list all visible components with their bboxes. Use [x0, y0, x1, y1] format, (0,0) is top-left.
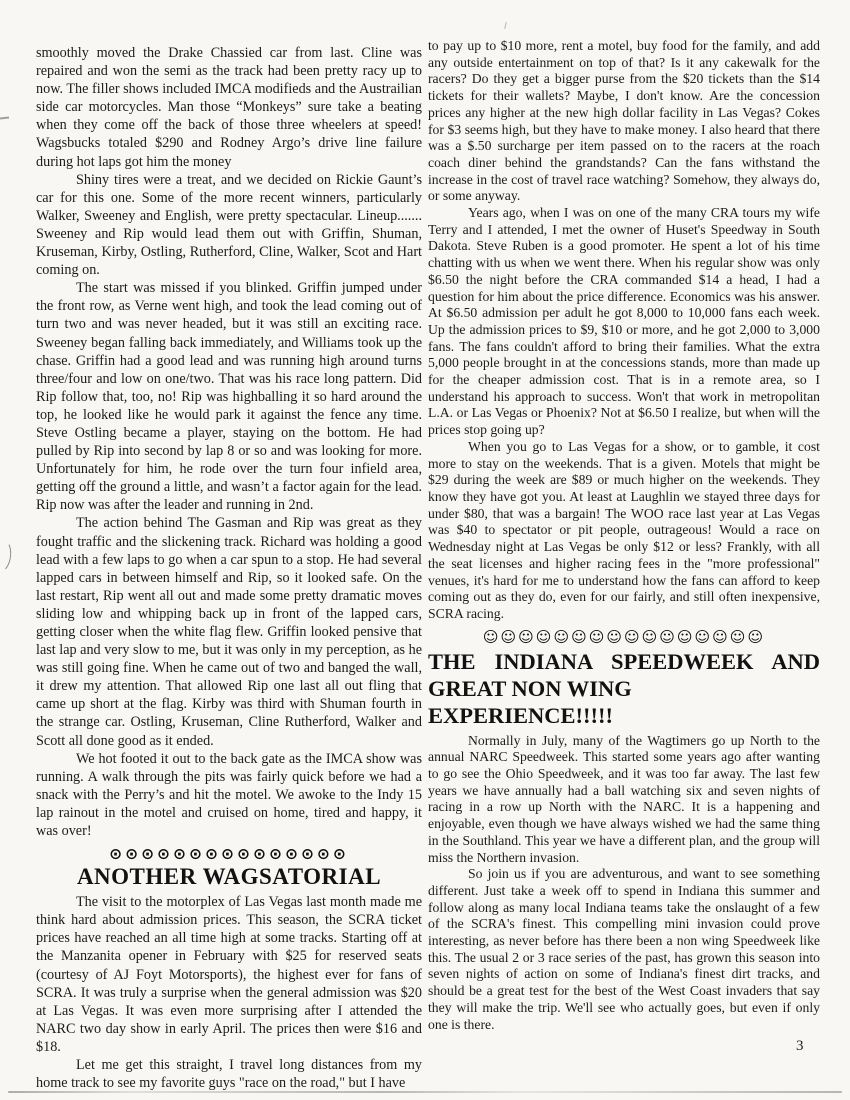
- scan-artifact-left-curve: [0, 539, 13, 573]
- article-paragraph: Shiny tires were a treat, and we decided on Rickie Gaunt’s car for this one. Some of the more recent winners, particularly Walker, Sweeney and English, were pretty spectacular. Lineup....... Sweeney and Rip would lead them out with Griffin, Shuman, Kruseman, Kirby, Ostling, Rutherford, Cline, Walker, Scot and Hart coming on.: [36, 171, 422, 279]
- article-paragraph: smoothly moved the Drake Chassied car from last. Cline was repaired and won the semi as the track had been pretty racy up to now. The filler shows included IMCA modifieds and the Austrailian side car motorcycles. Man those “Monkeys” sure take a beating when they come off the back of those three wheelers at speed! Wagsbucks totaled $290 and Rodney Argo’s drive line failure during hot laps got him the money: [36, 45, 422, 170]
- section-heading-wagsatorial: ANOTHER WAGSATORIAL: [76, 864, 382, 890]
- heading-line-1: THE INDIANA SPEEDWEEK AND: [428, 648, 820, 674]
- article-paragraph: Let me get this straight, I travel long distances from my home track to see my favorite guys "race on the road," but I have: [36, 1056, 422, 1092]
- scan-artifact-left-dash: [0, 117, 9, 120]
- article-paragraph: When you go to Las Vegas for a show, or to gamble, it cost more to stay on the weekends. That is a given. Motels that might be $29 during the week are $89 or much higher on the weekends. They know they have got you. At least at Laughlin we stayed three days for under $80, that was a bargain! The WOO race last year at Las Vegas was $40 to spectator or pit people, outrageous! Would a race on Wednesday night at Las Vegas be only $12 or less? Frankly, with all the seat licenses and higher racing fees in the "more professional" venues, it's hard for me to understand how the fans can afford to keep coming out as they do, even for our fairly, and still often inexpensive, SCRA racing.: [428, 438, 820, 621]
- right-column: [428, 38, 820, 1033]
- article-paragraph: We hot footed it out to the back gate as the IMCA show was running. A walk through the pits was fairly quick before we had a snack with the Perry’s and hit the motel. We awoke to the Indy 15 lap rainout in the motel and cruised on home, tired and happy, it was over!: [36, 750, 422, 840]
- article-paragraph: The start was missed if you blinked. Griffin jumped under the front row, as Verne went high, and took the lead coming out of turn two and was never headed, but it was still an exciting race. Sweeney began falling back immediately, and Williams took up the chase. Griffin had a good lead and was running high around turns three/four and low on one/two. That was his race long pattern. Did Rip follow that, too, no! Rip was highballing it so hard around the top, he looked like he would park it against the fence any time. Steve Ostling became a player, staying on the bottom. He had pulled by Rip into second by lap 8 or so and was looking for more. Unfortunately for him, he rode over the turn four infield area, getting off the ground a little, and wasn’t a factor again for the lead. Rip now was after the leader and running in 2nd.: [36, 280, 422, 514]
- article-paragraph: to pay up to $10 more, rent a motel, buy food for the family, and add any outside entertainment on top of that? Is it any cakewalk for the racers? Do they get a bigger purse from the $20 tickets than the $14 tickets for their wallets? Maybe, I don't know. Are the concession prices any higher at the new high dollar facility in Las Vegas? Cokes for $3 seems high, but they have to make money. I also heard that there was a $.50 surcharge per item passed on to the racers at the roach coach diner behind the grandstands? Can the fans withstand the increase in the cost of travel race watching? Somehow, they always do, or some anyway.: [428, 38, 820, 204]
- heading-line-2: GREAT NON WING EXPERIENCE!!!!!: [428, 675, 632, 728]
- smiley-divider-icons: ☺☺☺☺☺☺☺☺☺☺☺☺☺☺☺☺: [482, 627, 766, 646]
- article-paragraph: Normally in July, many of the Wagtimers go up North to the annual NARC Speedweek. This started some years ago after wanting to go see the Ohio Speedweek, and it was too far away. The last few years we have annually had a ball watching six and seven nights of racing in a row up North with the NARC. It is a happening and enjoyable, even though we have always wished we had the same thing in the Southland. This year we have a different plan, and the group will miss the Northern invasion.: [428, 732, 820, 865]
- article-paragraph: So join us if you are adventurous, and want to see something different. Just take a week off to spend in Indiana this summer and follow along as many local Indiana teams take the onslaught of a few of the SCRA's finest. This compelling mini invasion could prove interesting, as never before has there been a non wing Speedweek like this. The usual 2 or 3 race series of the past, has grown this season into seven nights of action on some of Indiana's finest dirt tracks, and should be a great test for the best of the West Coast invaders that say they will make the trip. We'll see who actually goes, but even if only one is there.: [428, 866, 820, 1032]
- page-number: 3: [796, 1038, 804, 1054]
- article-paragraph: The action behind The Gasman and Rip was great as they fought traffic and the slickening track. Richard was holding a good lead with a few laps to go when a car spun to a stop. He had several lapped cars in between himself and Rip, so it looked safe. On the last restart, Rip went all out and made some pretty dramatic moves sliding low and whipping back up in front of the lapped cars, getting closer when the white flag flew. Griffin looked pensive that last lap and very slow to me, but it was only in my perception, as he was still going fine. When he came out of two and banged the wall, it drew my attention. That allowed Rip one last all out fling that came up short at the flag. Kirby was third with Shuman fourth in the strange car. Ostling, Kruseman, Cline Rutherford, Walker and Scott all done good as it ended.: [36, 515, 422, 749]
- left-column: [36, 44, 422, 1092]
- article-paragraph: The visit to the motorplex of Las Vegas last month made me think hard about admission prices. This season, the SCRA ticket prices have reached an all time high at some tracks. Starting off at the Manzanita opener in February with $25 for reserved seats (courtesy of AJ Foyt Motorsports), the highest ever for fans of SCRA. It was truly a surprise when the general admission was $20 at Las Vegas. It was even more surprising after I attended the NARC two day show in early April. The prices then were $16 and $18.: [36, 894, 422, 1055]
- section-heading-indiana-speedweek: [428, 648, 820, 729]
- circled-dot-divider-icons: ⊙⊙⊙⊙⊙⊙⊙⊙⊙⊙⊙⊙⊙⊙⊙: [109, 845, 349, 864]
- article-paragraph: Years ago, when I was on one of the many CRA tours my wife Terry and I attended, I met the owner of Huset's Speedway in South Dakota. Steve Ruben is a good promoter. He spent a lot of his time chatting with us when we went there. When his regular show was only $6.50 the night before the CRA commanded $14 a head, I had a question for him about the price difference. Economics was his answer. At $6.50 admission per adult he got 8,000 to 10,000 fans each week. Up the admission prices to $9, $10 or more, and he got 2,000 to 3,000 fans. The fans couldn't afford to bring their families. What the extra 5,000 people brought in at the concessions stands, more than made up for the cheaper admission cost. That is in a remote area, so I understand his approach to success. Won't that work in metropolitan L.A. or Las Vegas or Phoenix? Not at $6.50 I realize, but when will the prices stop going up?: [428, 205, 820, 438]
- scan-artifact-top-mark: [504, 22, 507, 29]
- scan-artifact-bottom-line: [8, 1091, 842, 1093]
